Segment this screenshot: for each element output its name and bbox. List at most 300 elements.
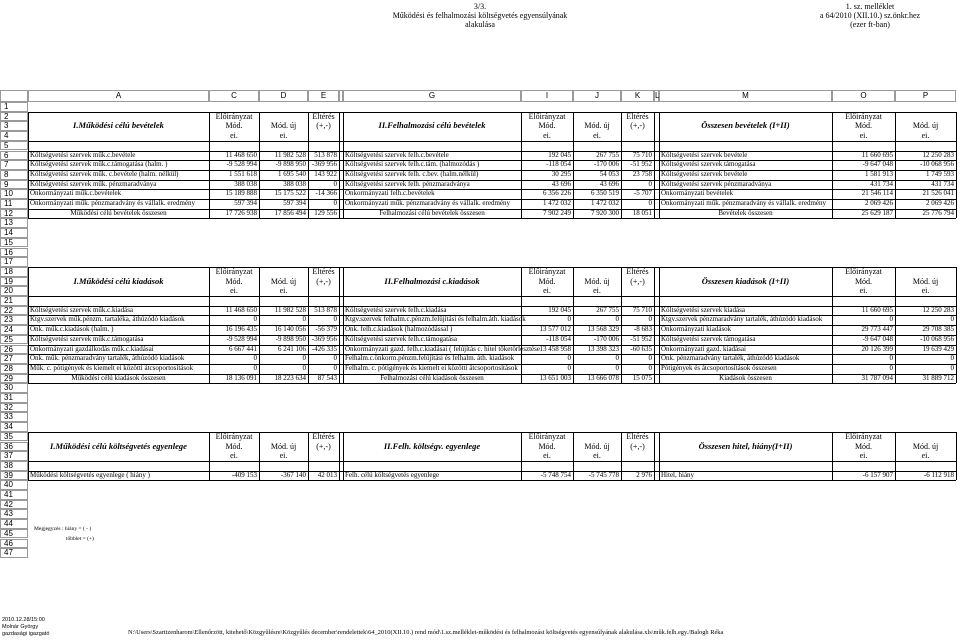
row-header[interactable]: 24 — [0, 325, 28, 335]
cell-M-22[interactable]: Költségvetési szervek kiadása — [661, 305, 745, 314]
cell-K-24[interactable]: -8 683 — [633, 325, 652, 334]
cell-D-27[interactable]: 0 — [302, 354, 306, 363]
cell-C-28[interactable]: 0 — [253, 363, 257, 372]
cell-J-24[interactable]: 13 568 329 — [587, 325, 619, 334]
cell-C-9[interactable]: 388 038 — [234, 179, 257, 188]
cell-I-4[interactable]: ei. — [543, 131, 551, 141]
cell-E-11[interactable]: 0 — [333, 199, 337, 207]
cell-O-20[interactable]: ei. — [859, 286, 868, 296]
cell-E-3[interactable]: (+,-) — [316, 121, 331, 131]
cell-C-22[interactable]: 11 468 650 — [225, 305, 257, 314]
row-header[interactable]: 22 — [0, 306, 28, 316]
row-header[interactable]: 20 — [0, 286, 28, 296]
cell-P-4[interactable]: ei. — [921, 131, 930, 141]
row-header[interactable]: 30 — [0, 383, 28, 393]
row-header[interactable]: 35 — [0, 432, 28, 442]
cell-J-39[interactable]: -5 745 778 — [588, 470, 619, 479]
column-header-O[interactable]: O — [832, 90, 895, 102]
cell-C-11[interactable]: 597 394 — [234, 199, 257, 207]
cell-G-7[interactable]: Költségvetési szervek felh.c.tám. (halmozódás ) — [345, 160, 480, 169]
cell-I-37[interactable]: ei. — [543, 451, 551, 461]
cell-J-6[interactable]: 267 755 — [596, 150, 619, 159]
cell-K-36[interactable]: (+,-) — [630, 441, 645, 451]
cell-O-22[interactable]: 11 660 695 — [861, 305, 893, 314]
cell-C-26[interactable]: 6 667 441 — [229, 344, 257, 353]
row-header[interactable]: 27 — [0, 354, 28, 364]
cell-M-39[interactable]: Hitel, hiány — [661, 470, 695, 479]
cell-C-10[interactable]: 15 189 888 — [225, 189, 257, 198]
cell-A-27[interactable]: Önk. műk. pénzmaradvány tartalék, áthúzódó kiadások — [30, 354, 185, 363]
cell-C-3[interactable]: Mód. — [225, 121, 243, 131]
cell-G-24[interactable]: Önk. felh.c.kiadások (halmozódással ) — [345, 325, 453, 334]
cell-J-36[interactable]: Mód. új — [584, 441, 610, 451]
cell-K-22[interactable]: 75 710 — [632, 305, 652, 314]
row-header[interactable]: 16 — [0, 248, 28, 258]
cell-J-28[interactable]: 0 — [615, 363, 619, 372]
cell-C-2[interactable]: Előirányzat — [215, 111, 253, 121]
cell-C-19[interactable]: Mód. — [225, 276, 243, 286]
cell-P-39[interactable]: -6 112 918 — [923, 470, 954, 479]
cell-E-26[interactable]: -426 335 — [311, 344, 337, 353]
cell-D-23[interactable]: 0 — [302, 315, 306, 324]
cell-I-20[interactable]: ei. — [543, 286, 551, 296]
cell-D-20[interactable]: ei. — [279, 286, 288, 296]
cell-I-6[interactable]: 192 045 — [548, 150, 571, 159]
cell-E-39[interactable]: 42 013 — [317, 470, 337, 479]
cell-P-29[interactable]: 31 889 712 — [922, 373, 954, 382]
cell-D-29[interactable]: 18 223 634 — [274, 373, 306, 382]
cell-J-3[interactable]: Mód. új — [584, 121, 610, 131]
column-header-D[interactable]: D — [259, 90, 308, 102]
cell-P-36[interactable]: Mód. új — [912, 441, 939, 451]
cell-C-39[interactable]: -409 153 — [231, 470, 257, 479]
cell-J-22[interactable]: 267 755 — [596, 305, 619, 314]
row-header[interactable]: 15 — [0, 238, 28, 248]
cell-O-37[interactable]: ei. — [859, 451, 868, 461]
cell-G-29[interactable]: Felhalmozási célú kiadások összesen — [380, 373, 484, 382]
cell-A-29[interactable]: Működési célú kiadások összesen — [71, 373, 166, 382]
cell-E-36[interactable]: (+,-) — [316, 441, 331, 451]
row-header[interactable]: 11 — [0, 199, 28, 209]
cell-G-10[interactable]: Önkormányzati felh.c.bevételek — [345, 189, 435, 198]
row-header[interactable]: 32 — [0, 403, 28, 413]
row-header[interactable]: 18 — [0, 267, 28, 277]
cell-A-36[interactable]: I.Működési célú költségvetés egyenlege — [50, 440, 187, 451]
cell-K-3[interactable]: (+,-) — [630, 121, 645, 131]
cell-C-12[interactable]: 17 726 938 — [225, 208, 257, 217]
cell-O-27[interactable]: 0 — [889, 354, 893, 363]
cell-P-27[interactable]: 0 — [950, 354, 954, 363]
cell-M-24[interactable]: Önkormányzati kiadások — [661, 325, 732, 334]
cell-C-37[interactable]: ei. — [230, 451, 238, 461]
cell-E-9[interactable]: 0 — [333, 179, 337, 188]
cell-D-28[interactable]: 0 — [302, 363, 306, 372]
cell-G-3[interactable]: II.Felhalmozási célú bevételek — [378, 120, 486, 131]
cell-J-25[interactable]: -170 006 — [593, 334, 619, 343]
cell-A-12[interactable]: Működési célú bevételek összesen — [70, 208, 167, 217]
cell-J-20[interactable]: ei. — [593, 286, 601, 296]
cell-D-11[interactable]: 597 394 — [283, 199, 306, 207]
column-header-J[interactable]: J — [573, 90, 621, 102]
cell-D-37[interactable]: ei. — [279, 451, 288, 461]
cell-E-10[interactable]: -14 366 — [315, 189, 337, 198]
cell-C-18[interactable]: Előirányzat — [215, 266, 253, 276]
cell-A-6[interactable]: Költségvetési szervek műk.c.bevétele — [30, 150, 136, 159]
cell-J-7[interactable]: -170 006 — [593, 160, 619, 169]
cell-M-12[interactable]: Bevételek összesen — [718, 208, 773, 217]
row-header[interactable]: 12 — [0, 209, 28, 219]
row-header[interactable]: 13 — [0, 218, 28, 228]
cell-A-10[interactable]: Önkormányzati műk.c.bevételek — [30, 189, 122, 198]
cell-D-19[interactable]: Mód. új — [270, 276, 297, 286]
cell-K-25[interactable]: -51 952 — [630, 334, 652, 343]
cell-C-25[interactable]: -9 528 994 — [226, 334, 257, 343]
row-header[interactable]: 25 — [0, 335, 28, 345]
cell-K-6[interactable]: 75 710 — [632, 150, 652, 159]
cell-G-23[interactable]: Ktgv.szervek felhalm.c.pénzm.felüjítási és felhalm.áth. kiadások — [345, 315, 526, 324]
cell-O-11[interactable]: 2 069 426 — [865, 199, 893, 207]
cell-A-26[interactable]: Önkormányzati gazdálkodás műk.c.kiadásai — [30, 344, 154, 353]
row-header[interactable]: 38 — [0, 461, 28, 471]
row-header[interactable]: 40 — [0, 480, 28, 490]
cell-M-8[interactable]: Költségvetési szervek bevétele — [661, 169, 748, 178]
row-header[interactable]: 31 — [0, 393, 28, 403]
cell-M-28[interactable]: Pótigények és átcsoportosítások összesen — [661, 363, 777, 372]
cell-A-22[interactable]: Költségvetési szervek műk.c.kiadása — [30, 305, 134, 314]
cell-P-6[interactable]: 12 250 283 — [922, 150, 954, 159]
cell-I-22[interactable]: 192 045 — [548, 305, 571, 314]
cell-I-3[interactable]: Mód. — [538, 121, 556, 131]
cell-I-2[interactable]: Előirányzat — [528, 111, 566, 121]
cell-M-27[interactable]: Önk. pénzmaradvány tartalék, áthúzódó kiadások — [661, 354, 800, 363]
cell-C-35[interactable]: Előirányzat — [215, 431, 253, 441]
cell-P-26[interactable]: 19 639 429 — [922, 344, 954, 353]
cell-K-35[interactable]: Eltérés — [626, 431, 649, 441]
cell-A-23[interactable]: Ktgv.szervek műk.pénzm. tartaléka, áthúzódó kiadások — [30, 315, 185, 324]
cell-I-25[interactable]: -118 054 — [546, 334, 571, 343]
grid-corner[interactable] — [0, 90, 28, 102]
cell-O-19[interactable]: Mód. — [854, 276, 873, 286]
cell-O-2[interactable]: Előirányzat — [845, 111, 882, 121]
row-header[interactable]: 47 — [0, 548, 28, 558]
cell-D-10[interactable]: 15 175 522 — [274, 189, 306, 198]
cell-I-29[interactable]: 13 651 003 — [539, 373, 571, 382]
cell-I-7[interactable]: -118 054 — [546, 160, 571, 169]
cell-D-7[interactable]: -9 898 950 — [275, 160, 306, 169]
row-header[interactable]: 17 — [0, 257, 28, 267]
cell-O-8[interactable]: 1 581 913 — [865, 169, 893, 178]
cell-O-12[interactable]: 25 629 187 — [861, 208, 893, 217]
cell-I-9[interactable]: 43 696 — [551, 179, 571, 188]
cell-E-35[interactable]: Eltérés — [312, 431, 335, 441]
cell-J-29[interactable]: 13 666 078 — [587, 373, 619, 382]
cell-D-24[interactable]: 16 140 056 — [274, 325, 306, 334]
cell-G-11[interactable]: Önkormányzati műk. pénzmaradvány és vállalk. eredmény — [345, 199, 511, 207]
cell-M-6[interactable]: Költségvetési szervek bevétele — [661, 150, 748, 159]
cell-D-12[interactable]: 17 856 494 — [274, 208, 306, 217]
cell-I-19[interactable]: Mód. — [538, 276, 556, 286]
cell-A-11[interactable]: Önkormányzati műk. pénzmaradvány és vállalk. eredmény — [30, 199, 196, 207]
cell-A-8[interactable]: Költségvetési szervek műk. c.bevétele (halm. nélkül) — [30, 169, 179, 178]
cell-M-11[interactable]: Önkormányzati műk. pénzmaradvány és vállalk. eredmény — [661, 199, 827, 207]
cell-M-26[interactable]: Önkormányzati gazd. kiadásai — [661, 344, 746, 353]
row-header[interactable]: 6 — [0, 151, 28, 161]
cell-K-19[interactable]: (+,-) — [630, 276, 645, 286]
row-header[interactable]: 9 — [0, 180, 28, 190]
cell-M-23[interactable]: Ktgv.szervek pénzmaradvány tartalék, áthúzódó kiadások — [661, 315, 823, 324]
cell-M-29[interactable]: Kiadások összesen — [719, 373, 772, 382]
column-header-M[interactable]: M — [659, 90, 832, 102]
cell-J-4[interactable]: ei. — [593, 131, 601, 141]
cell-O-4[interactable]: ei. — [859, 131, 868, 141]
cell-K-12[interactable]: 18 051 — [632, 208, 652, 217]
cell-D-9[interactable]: 388 038 — [283, 179, 306, 188]
cell-O-39[interactable]: -6 157 907 — [862, 470, 893, 479]
row-header[interactable]: 28 — [0, 364, 28, 374]
cell-G-6[interactable]: Költségvetési szervek felh.c.bevétele — [345, 150, 449, 159]
cell-M-19[interactable]: Összesen kiadások (I+II) — [701, 275, 790, 286]
cell-O-23[interactable]: 0 — [889, 315, 893, 324]
cell-K-39[interactable]: 2 976 — [636, 470, 652, 479]
cell-P-11[interactable]: 2 069 426 — [926, 199, 954, 207]
cell-D-25[interactable]: -9 898 950 — [275, 334, 306, 343]
cell-E-12[interactable]: 129 556 — [314, 208, 337, 217]
cell-J-8[interactable]: 54 053 — [599, 169, 619, 178]
cell-O-29[interactable]: 31 787 094 — [861, 373, 893, 382]
cell-E-19[interactable]: (+,-) — [316, 276, 331, 286]
cell-K-26[interactable]: -60 635 — [630, 344, 652, 353]
cell-I-23[interactable]: 0 — [567, 315, 571, 324]
cell-P-19[interactable]: Mód. új — [912, 276, 939, 286]
cell-P-20[interactable]: ei. — [921, 286, 930, 296]
cell-O-26[interactable]: 20 126 399 — [861, 344, 893, 353]
row-header[interactable]: 8 — [0, 170, 28, 180]
cell-P-9[interactable]: 431 734 — [931, 179, 954, 188]
row-header[interactable]: 29 — [0, 374, 28, 384]
cell-G-9[interactable]: Költségvetési szervek felh. pénzmaradványa — [345, 179, 470, 188]
cell-P-10[interactable]: 21 526 041 — [922, 189, 954, 198]
cell-A-39[interactable]: Működési költségvetés egyenlege ( hiány ) — [30, 470, 150, 479]
cell-C-27[interactable]: 0 — [253, 354, 257, 363]
cell-A-19[interactable]: I.Működési célú kiadások — [73, 275, 164, 286]
column-header-E[interactable]: E — [308, 90, 339, 102]
cell-O-3[interactable]: Mód. — [854, 121, 873, 131]
cell-K-7[interactable]: -51 952 — [630, 160, 652, 169]
row-header[interactable]: 41 — [0, 490, 28, 500]
cell-D-8[interactable]: 1 695 540 — [278, 169, 306, 178]
cell-C-20[interactable]: ei. — [230, 286, 238, 296]
row-header[interactable]: 2 — [0, 112, 28, 122]
row-header[interactable]: 46 — [0, 539, 28, 549]
row-header[interactable]: 3 — [0, 121, 28, 131]
cell-I-35[interactable]: Előirányzat — [528, 431, 566, 441]
cell-I-28[interactable]: 0 — [567, 363, 571, 372]
column-header-K[interactable]: K — [621, 90, 654, 102]
cell-D-22[interactable]: 11 982 528 — [274, 305, 306, 314]
cell-P-28[interactable]: 0 — [950, 363, 954, 372]
cell-J-27[interactable]: 0 — [615, 354, 619, 363]
cell-P-25[interactable]: -10 068 956 — [920, 334, 954, 343]
cell-E-28[interactable]: 0 — [333, 363, 337, 372]
cell-K-23[interactable]: 0 — [648, 315, 652, 324]
cell-K-8[interactable]: 23 758 — [632, 169, 652, 178]
row-header[interactable]: 10 — [0, 189, 28, 199]
cell-A-3[interactable]: I.Működési célú bevételek — [73, 120, 164, 131]
cell-J-19[interactable]: Mód. új — [584, 276, 610, 286]
cell-D-3[interactable]: Mód. új — [270, 121, 297, 131]
column-header-C[interactable]: C — [209, 90, 259, 102]
cell-E-7[interactable]: -369 956 — [311, 160, 337, 169]
row-header[interactable]: 36 — [0, 442, 28, 452]
cell-K-11[interactable]: 0 — [648, 199, 652, 207]
cell-O-7[interactable]: -9 647 048 — [862, 160, 893, 169]
cell-K-28[interactable]: 0 — [648, 363, 652, 372]
row-header[interactable]: 42 — [0, 500, 28, 510]
cell-C-36[interactable]: Mód. — [225, 441, 243, 451]
row-header[interactable]: 21 — [0, 296, 28, 306]
spreadsheet-grid[interactable] — [0, 90, 956, 558]
cell-M-9[interactable]: Költségvetési szervek pénzmaradványa — [661, 179, 772, 188]
cell-G-25[interactable]: Költségvetési szervek felh.c.támogatása — [345, 334, 457, 343]
cell-P-3[interactable]: Mód. új — [912, 121, 939, 131]
cell-E-23[interactable]: 0 — [333, 315, 337, 324]
cell-O-25[interactable]: -9 647 048 — [862, 334, 893, 343]
row-header[interactable]: 5 — [0, 141, 28, 151]
cell-M-25[interactable]: Költségvetési szervek támogatása — [661, 334, 756, 343]
cell-A-25[interactable]: Költségvetési szervek műk.c.támogatása — [30, 334, 144, 343]
cell-O-28[interactable]: 0 — [889, 363, 893, 372]
cell-J-37[interactable]: ei. — [593, 451, 601, 461]
cell-P-12[interactable]: 25 776 794 — [922, 208, 954, 217]
row-header[interactable]: 43 — [0, 509, 28, 519]
row-header[interactable]: 34 — [0, 422, 28, 432]
cell-I-12[interactable]: 7 902 249 — [543, 208, 571, 217]
cell-G-36[interactable]: II.Felh. költségv. egyenlege — [383, 440, 481, 451]
cell-J-12[interactable]: 7 920 300 — [591, 208, 619, 217]
cell-J-10[interactable]: 6 350 519 — [591, 189, 619, 198]
column-header-A[interactable]: A — [28, 90, 209, 102]
cell-E-22[interactable]: 513 878 — [314, 305, 337, 314]
cell-D-26[interactable]: 6 241 106 — [278, 344, 306, 353]
cell-M-7[interactable]: Költségvetési szervek támogatása — [661, 160, 756, 169]
row-header[interactable]: 4 — [0, 131, 28, 141]
cell-P-7[interactable]: -10 068 956 — [920, 160, 954, 169]
column-header-I[interactable]: I — [521, 90, 573, 102]
cell-E-2[interactable]: Eltérés — [312, 111, 335, 121]
cell-E-25[interactable]: -369 956 — [311, 334, 337, 343]
cell-K-27[interactable]: 0 — [648, 354, 652, 363]
row-header[interactable]: 23 — [0, 315, 28, 325]
cell-O-10[interactable]: 21 546 114 — [861, 189, 893, 198]
column-header-P[interactable]: P — [895, 90, 956, 102]
cell-I-18[interactable]: Előirányzat — [528, 266, 566, 276]
cell-O-18[interactable]: Előirányzat — [845, 266, 882, 276]
cell-P-8[interactable]: 1 749 593 — [926, 169, 954, 178]
cell-O-35[interactable]: Előirányzat — [845, 431, 882, 441]
cell-K-18[interactable]: Eltérés — [626, 266, 649, 276]
cell-I-8[interactable]: 30 295 — [551, 169, 571, 178]
cell-O-6[interactable]: 11 660 695 — [861, 150, 893, 159]
row-header[interactable]: 19 — [0, 277, 28, 287]
cell-G-26[interactable]: Önkormányzati gazd. felh.c.kiadásai ( felújítás c. hitel tőketörlesztése — [345, 344, 540, 353]
cell-G-8[interactable]: Költségvetési szervek felh. c.bev. (halm.nélkül) — [345, 169, 479, 178]
cell-J-26[interactable]: 13 398 323 — [587, 344, 619, 353]
row-header[interactable]: 14 — [0, 228, 28, 238]
cell-M-36[interactable]: Összesen hitel, hiány(I+II) — [698, 440, 793, 451]
row-header[interactable]: 33 — [0, 412, 28, 422]
row-header[interactable]: 39 — [0, 471, 28, 481]
cell-A-28[interactable]: Műk. c. pótigények és kiemelt ei közötti átcsoportosítások — [30, 363, 194, 372]
cell-M-3[interactable]: Összesen bevételek (I+II) — [701, 120, 790, 131]
cell-E-6[interactable]: 513 878 — [314, 150, 337, 159]
cell-K-29[interactable]: 15 075 — [632, 373, 652, 382]
row-header[interactable]: 26 — [0, 345, 28, 355]
cell-K-10[interactable]: -5 707 — [633, 189, 652, 198]
cell-O-9[interactable]: 431 734 — [870, 179, 893, 188]
column-header-G[interactable]: G — [343, 90, 521, 102]
cell-C-8[interactable]: 1 551 618 — [229, 169, 257, 178]
row-header[interactable]: 7 — [0, 160, 28, 170]
cell-G-27[interactable]: Felhalm.c.önkorm.pénzm.felújítási és felhalm. áth. kiadások — [345, 354, 515, 363]
cell-C-4[interactable]: ei. — [230, 131, 238, 141]
cell-I-36[interactable]: Mód. — [538, 441, 556, 451]
cell-G-19[interactable]: II.Felhalmozási c.kiadások — [384, 275, 480, 286]
cell-P-24[interactable]: 29 708 385 — [922, 325, 954, 334]
cell-P-22[interactable]: 12 250 283 — [922, 305, 954, 314]
cell-J-11[interactable]: 1 472 032 — [591, 199, 619, 207]
cell-O-24[interactable]: 29 773 447 — [861, 325, 893, 334]
cell-P-23[interactable]: 0 — [950, 315, 954, 324]
row-header[interactable]: 45 — [0, 529, 28, 539]
cell-G-12[interactable]: Felhalmozási célú bevételek összesen — [379, 208, 485, 217]
cell-O-36[interactable]: Mód. — [854, 441, 873, 451]
cell-J-23[interactable]: 0 — [615, 315, 619, 324]
cell-M-10[interactable]: Önkormányzati bevételek — [661, 189, 734, 198]
cell-C-24[interactable]: 16 196 435 — [225, 325, 257, 334]
cell-A-7[interactable]: Költségvetési szervek műk.c.támogatása (halm. ) — [30, 160, 168, 169]
cell-G-28[interactable]: Felhalm. c. pótigények és kiemelt ei közötti átcsoportosítások — [345, 363, 518, 372]
cell-I-26[interactable]: 13 458 958 — [539, 344, 571, 353]
column-header-L[interactable]: L — [655, 91, 660, 100]
cell-A-24[interactable]: Önk. műk.c.kiadások (halm. ) — [30, 325, 114, 334]
cell-E-18[interactable]: Eltérés — [312, 266, 335, 276]
cell-I-24[interactable]: 13 577 012 — [539, 325, 571, 334]
cell-G-22[interactable]: Költségvetési szervek felh.c.kiadása — [345, 305, 447, 314]
cell-D-6[interactable]: 11 982 528 — [274, 150, 306, 159]
cell-I-10[interactable]: 6 356 226 — [543, 189, 571, 198]
row-header[interactable]: 44 — [0, 519, 28, 529]
cell-K-9[interactable]: 0 — [648, 179, 652, 188]
cell-I-11[interactable]: 1 472 032 — [543, 199, 571, 207]
cell-D-36[interactable]: Mód. új — [270, 441, 297, 451]
row-header[interactable]: 1 — [0, 102, 28, 112]
cell-K-2[interactable]: Eltérés — [626, 111, 649, 121]
cell-G-39[interactable]: Felh. célú költségvetés egyenlege — [345, 470, 440, 479]
cell-E-24[interactable]: -56 379 — [315, 325, 337, 334]
cell-P-37[interactable]: ei. — [921, 451, 930, 461]
cell-C-29[interactable]: 18 136 091 — [225, 373, 257, 382]
cell-A-9[interactable]: Költségvetési szervek műk. pénzmaradványa — [30, 179, 157, 188]
cell-C-6[interactable]: 11 468 650 — [225, 150, 257, 159]
cell-D-39[interactable]: -367 140 — [280, 470, 306, 479]
cell-E-8[interactable]: 143 922 — [314, 169, 337, 178]
cell-J-9[interactable]: 43 696 — [599, 179, 619, 188]
cell-I-39[interactable]: -5 748 754 — [540, 470, 571, 479]
cell-E-29[interactable]: 87 543 — [317, 373, 337, 382]
row-header[interactable]: 37 — [0, 451, 28, 461]
cell-C-7[interactable]: -9 528 994 — [226, 160, 257, 169]
cell-D-4[interactable]: ei. — [279, 131, 288, 141]
